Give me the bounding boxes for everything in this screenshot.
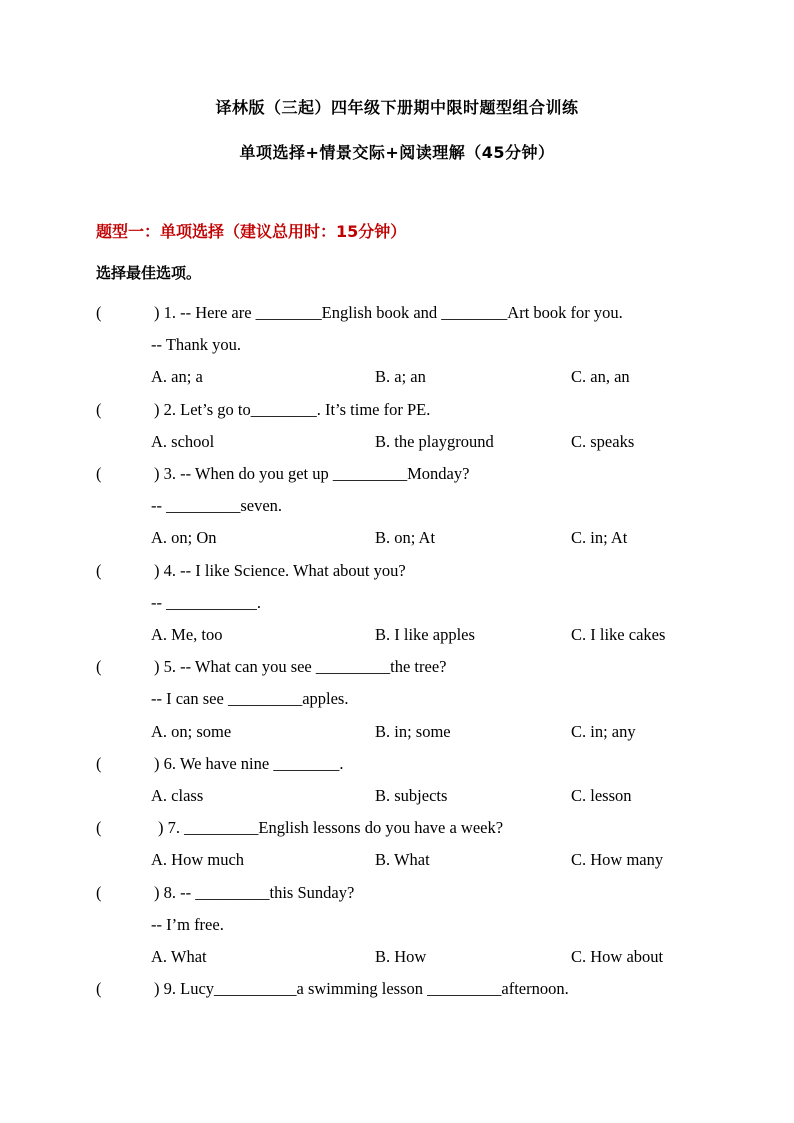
- answer-paren: (: [96, 400, 102, 419]
- answer-paren: (: [96, 754, 102, 773]
- question-4: ) 4. -- I like Science. What about you?: [154, 561, 406, 580]
- section-heading: 题型一：单项选择（建议总用时：15分钟）: [96, 222, 407, 241]
- answer-paren: (: [96, 464, 102, 483]
- q2-option-c: C. speaks: [571, 432, 635, 451]
- q2-option-a: A. school: [151, 432, 215, 451]
- q4-option-a: A. Me, too: [151, 625, 223, 644]
- q6-option-b: B. subjects: [375, 786, 448, 805]
- q4-option-c: C. I like cakes: [571, 625, 666, 644]
- q6-option-c: C. lesson: [571, 786, 632, 805]
- question-3-reply: -- _________seven.: [151, 496, 283, 515]
- answer-paren: (: [96, 303, 102, 322]
- answer-paren: (: [96, 883, 102, 902]
- answer-paren: (: [96, 818, 102, 837]
- q8-option-a: A. What: [151, 947, 207, 966]
- q3-option-c: C. in; At: [571, 528, 628, 547]
- answer-paren: (: [96, 657, 102, 676]
- q1-option-c: C. an, an: [571, 367, 630, 386]
- q6-option-a: A. class: [151, 786, 204, 805]
- q7-option-c: C. How many: [571, 850, 664, 869]
- document-subtitle: 单项选择+情景交际+阅读理解（45分钟）: [239, 143, 555, 162]
- q5-option-a: A. on; some: [151, 722, 232, 741]
- q7-option-a: A. How much: [151, 850, 245, 869]
- question-4-reply: -- ___________.: [151, 593, 261, 612]
- q3-option-b: B. on; At: [375, 528, 436, 547]
- question-8: ) 8. -- _________this Sunday?: [154, 883, 355, 902]
- q5-option-c: C. in; any: [571, 722, 636, 741]
- instruction: 选择最佳选项。: [96, 264, 202, 282]
- question-6: ) 6. We have nine ________.: [154, 754, 344, 773]
- question-1: ) 1. -- Here are ________English book and ________Art book for you.: [154, 303, 623, 322]
- answer-paren: (: [96, 561, 102, 580]
- question-1-reply: -- Thank you.: [151, 335, 241, 354]
- q2-option-b: B. the playground: [375, 432, 494, 451]
- q8-option-c: C. How about: [571, 947, 664, 966]
- question-7: ) 7. _________English lessons do you have a week?: [158, 818, 504, 837]
- q4-option-b: B. I like apples: [375, 625, 475, 644]
- question-2: ) 2. Let’s go to________. It’s time for PE.: [154, 400, 431, 419]
- question-8-reply: -- I’m free.: [151, 915, 224, 934]
- q5-option-b: B. in; some: [375, 722, 451, 741]
- q1-option-a: A. an; a: [151, 367, 203, 386]
- question-5: ) 5. -- What can you see _________the tree?: [154, 657, 447, 676]
- question-9: ) 9. Lucy__________a swimming lesson _________afternoon.: [154, 979, 569, 998]
- answer-paren: (: [96, 979, 102, 998]
- question-3: ) 3. -- When do you get up _________Monday?: [154, 464, 470, 483]
- q3-option-a: A. on; On: [151, 528, 217, 547]
- q1-option-b: B. a; an: [375, 367, 426, 386]
- question-5-reply: -- I can see _________apples.: [151, 689, 349, 708]
- q7-option-b: B. What: [375, 850, 430, 869]
- document-title: 译林版（三起）四年级下册期中限时题型组合训练: [215, 98, 579, 117]
- q8-option-b: B. How: [375, 947, 427, 966]
